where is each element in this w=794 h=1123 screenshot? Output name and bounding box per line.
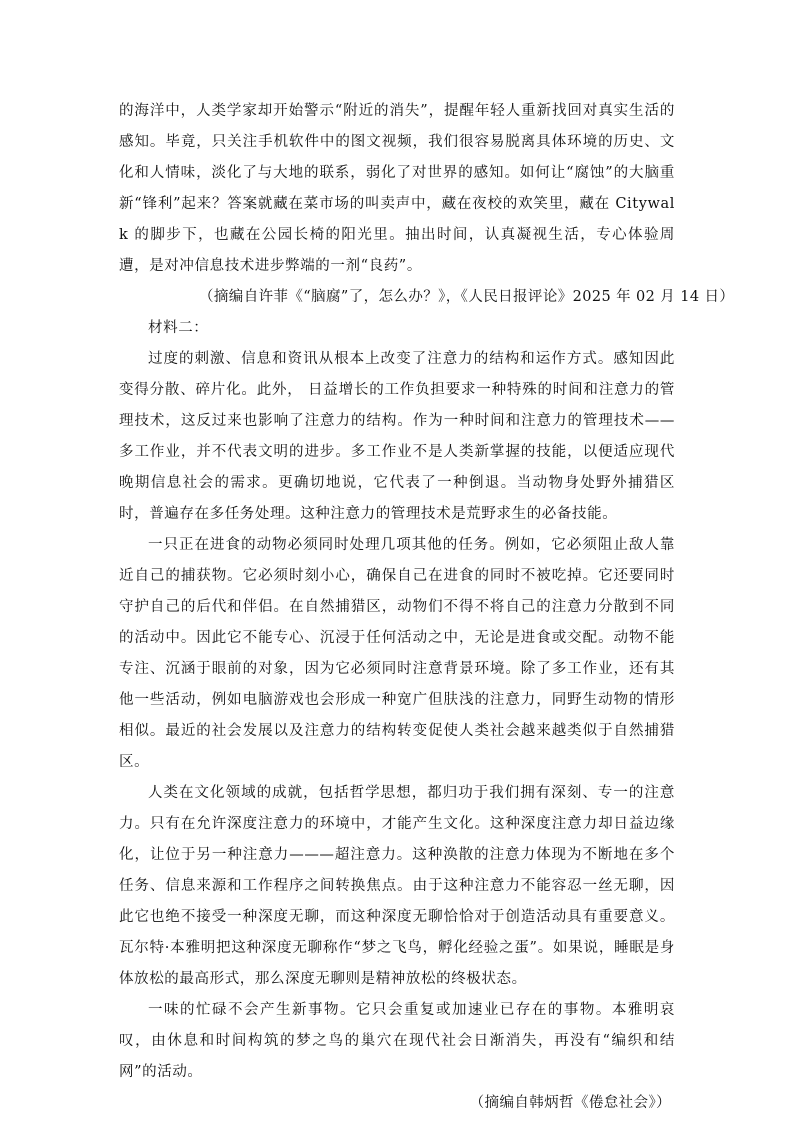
paragraph-attention-structure: 过度的刺激、信息和资讯从根本上改变了注意力的结构和运作方式。感知因此变得分散、碎片化。此外， 日益增长的工作负担要求一种特殊的时间和注意力的管理技术，这反过来也影响了注意力的结构。作为一种时间和注意力的管理技术——多工作业，并不代表文明的进步。多工作业不是人类新掌握的技能，以便适应现代晚期信息社会的需求。更确切地说，它代表了一种倒退。当动物身处野外捕猎区时，普遍存在多任务处理。这种注意力的管理技术是荒野求生的必备技能。 — [119, 351, 675, 522]
paragraph-animal-multitask: 一只正在进食的动物必须同时处理几项其他的任务。例如，它必须阻止敌人靠近自己的捕获物。它必须时刻小心，确保自己在进食的同时不被吃掉。它还要同时守护自己的后代和伴侣。在自然捕猎区，动物们不得不将自己的注意力分散到不同的活动中。因此它不能专心、沉浸于任何活动之中，无论是进食或交配。动物不能专注、沉涵于眼前的对象，因为它必须同时注意背景环境。除了多工作业，还有其他一些活动，例如电脑游戏也会形成一种宽广但肤浅的注意力，同野生动物的情形相似。最近的社会发展以及注意力的结构转变促使人类社会越来越类似于自然捕猎区。 — [119, 537, 675, 770]
source-citation-1: （摘编自许菲《“脑腐”了，怎么办？》，《人民日报评论》2025 年 02 月 14 日） — [199, 289, 735, 305]
source-citation-2: （摘编自韩炳哲《倦怠社会》） — [469, 1095, 671, 1111]
paragraph-busyness: 一味的忙碌不会产生新事物。它只会重复或加速业已存在的事物。本雅明哀叹，由休息和时间构筑的梦之鸟的巢穴在现代社会日渐消失，再没有“编织和结网”的活动。 — [119, 1002, 675, 1080]
paragraph-material1-ending: 的海洋中，人类学家却开始警示“附近的消失”，提醒年轻人重新找回对真实生活的感知。毕竟，只关注手机软件中的图文视频，我们很容易脱离具体环境的历史、文化和人情味，淡化了与大地的联系，弱化了对世界的感知。如何让“腐蚀”的大脑重新“锋利”起来？答案就藏在菜市场的叫卖声中，藏在夜校的欢笑里，藏在 Citywalk 的脚步下，也藏在公园长椅的阳光里。抽出时间，认真凝视生活，专心体验周遭，是对冲信息技术进步弊端的一剂“良药”。 — [119, 103, 675, 274]
paragraph-deep-attention: 人类在文化领域的成就，包括哲学思想，都归功于我们拥有深刻、专一的注意力。只有在允许深度注意力的环境中，才能产生文化。这种深度注意力却日益边缘化，让位于另一种注意力———超注意力。这种涣散的注意力体现为不断地在多个任务、信息来源和工作程序之间转换焦点。由于这种注意力不能容忍一丝无聊，因此它也绝不接受一种深度无聊，而这种深度无聊恰恰对于创造活动具有重要意义。瓦尔特·本雅明把这种深度无聊称作“梦之飞鸟，孵化经验之蛋”。如果说，睡眠是身体放松的最高形式，那么深度无聊则是精神放松的终极状态。 — [119, 785, 675, 987]
material-2-heading: 材料二： — [148, 320, 209, 336]
document-body — [119, 96, 735, 1119]
